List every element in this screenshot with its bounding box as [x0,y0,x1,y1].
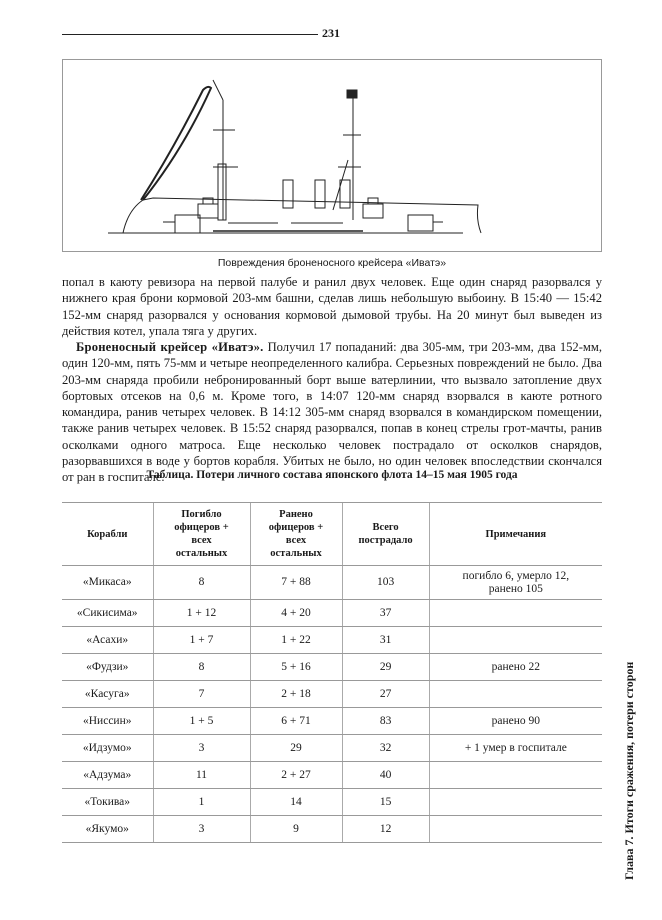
table-cell: 7 [153,681,250,708]
table-cell: 29 [250,735,342,762]
column-header: Погибло офицеров + всех остальных [153,503,250,566]
table-row [62,735,602,762]
table-row [62,789,602,816]
cruiser-iwate-drawing [63,60,601,251]
table-cell: «Якумо» [62,816,153,843]
page-number: 231 [322,26,340,40]
table-cell: «Микаса» [62,566,153,600]
table-row [62,708,602,735]
table-cell: ранено 90 [429,708,602,735]
table-row [62,816,602,843]
table-cell: 1 [153,789,250,816]
table-cell: 1 + 7 [153,627,250,654]
table-cell: ранено 22 [429,654,602,681]
table-cell: 83 [342,708,429,735]
column-header: Всего пострадало [342,503,429,566]
table-cell: 3 [153,816,250,843]
table-cell: «Токива» [62,789,153,816]
paragraph: Броненосный крейсер «Иватэ». Получил 17 попаданий: два 305-мм, три 203-мм, два 152-мм, один 120-мм, пять 75-мм и четыре неопределенного калибра. Серьезных повреждений не было. Два 203-мм снаряда пробили небронированный борт выше ватерлинии, что вызвало затопление двух бортовых отсеков на 0,6 м. Кроме того, в 14:07 120-мм снаряд взорвался в каюте ротного командира, ранив четырех человек. В 14:12 305-мм снаряд взорвался в командирском помещении, также ранив четырех человек. В 15:52 снаряд разорвался, попав в конец стрелы грот-мачты, ранив осколками одного матроса. Еще несколько человек пострадало от осколков снарядов, разорвавшихся в воде у бортов корабля. Убитых не было, но один человек впоследствии скончался от ран в госпитале. [62,340,602,484]
table-cell: 1 + 12 [153,600,250,627]
losses-table [62,502,602,843]
table-cell: 40 [342,762,429,789]
paragraph-lead: Броненосный крейсер «Иватэ». [76,340,264,354]
table-cell: «Касуга» [62,681,153,708]
table-cell: 15 [342,789,429,816]
table-cell [429,762,602,789]
table-cell: «Фудзи» [62,654,153,681]
table-cell: 1 + 5 [153,708,250,735]
paragraph: попал в каюту ревизора на первой палубе и ранил двух человек. Еще один снаряд разорвался у нижнего края брони кормовой 203-мм башни, сделав лишь небольшую выбоину. В 15:40 — 15:42 152-мм снаряд разорвался у основания кормовой дымовой трубы. На 20 минут был выведен из действия котел, упала тяга у других. [62,275,602,338]
table-cell: 32 [342,735,429,762]
table-cell: 2 + 27 [250,762,342,789]
table-cell: «Сикисима» [62,600,153,627]
running-head: Глава 7. Итоги сражения, потери сторон [622,661,636,880]
table-cell: 3 [153,735,250,762]
table-cell: «Адзума» [62,762,153,789]
table-row [62,600,602,627]
table-cell: 12 [342,816,429,843]
table-cell [429,627,602,654]
table-cell: 27 [342,681,429,708]
table-cell: 5 + 16 [250,654,342,681]
table-cell: «Асахи» [62,627,153,654]
table-cell [429,789,602,816]
ship-damage-figure [62,59,602,252]
table-cell: 103 [342,566,429,600]
table-row [62,566,602,600]
table-header-row [62,503,602,566]
table-title: Таблица. Потери личного состава японского флота 14–15 мая 1905 года [146,469,518,481]
table-cell: 4 + 20 [250,600,342,627]
figure-caption: Повреждения броненосного крейсера «Иватэ» [217,257,447,269]
table-cell: 37 [342,600,429,627]
table-row [62,654,602,681]
table-cell: 29 [342,654,429,681]
table-cell [429,816,602,843]
table-cell: 7 + 88 [250,566,342,600]
table-cell: 9 [250,816,342,843]
table-cell: + 1 умер в госпитале [429,735,602,762]
table-cell: погибло 6, умерло 12, ранено 105 [429,566,602,600]
header-rule [62,34,318,35]
table-cell: 14 [250,789,342,816]
body-text [62,274,602,485]
column-header: Примечания [429,503,602,566]
table-cell [429,600,602,627]
table-cell: 31 [342,627,429,654]
table-cell [429,681,602,708]
table-cell: «Идзумо» [62,735,153,762]
table-row [62,762,602,789]
table-cell: 8 [153,654,250,681]
table-row [62,627,602,654]
table-cell: «Ниссин» [62,708,153,735]
column-header: Корабли [62,503,153,566]
column-header: Ранено офицеров + всех остальных [250,503,342,566]
table-cell: 8 [153,566,250,600]
table-cell: 1 + 22 [250,627,342,654]
table-cell: 11 [153,762,250,789]
table-cell: 2 + 18 [250,681,342,708]
table-row [62,681,602,708]
table-cell: 6 + 71 [250,708,342,735]
